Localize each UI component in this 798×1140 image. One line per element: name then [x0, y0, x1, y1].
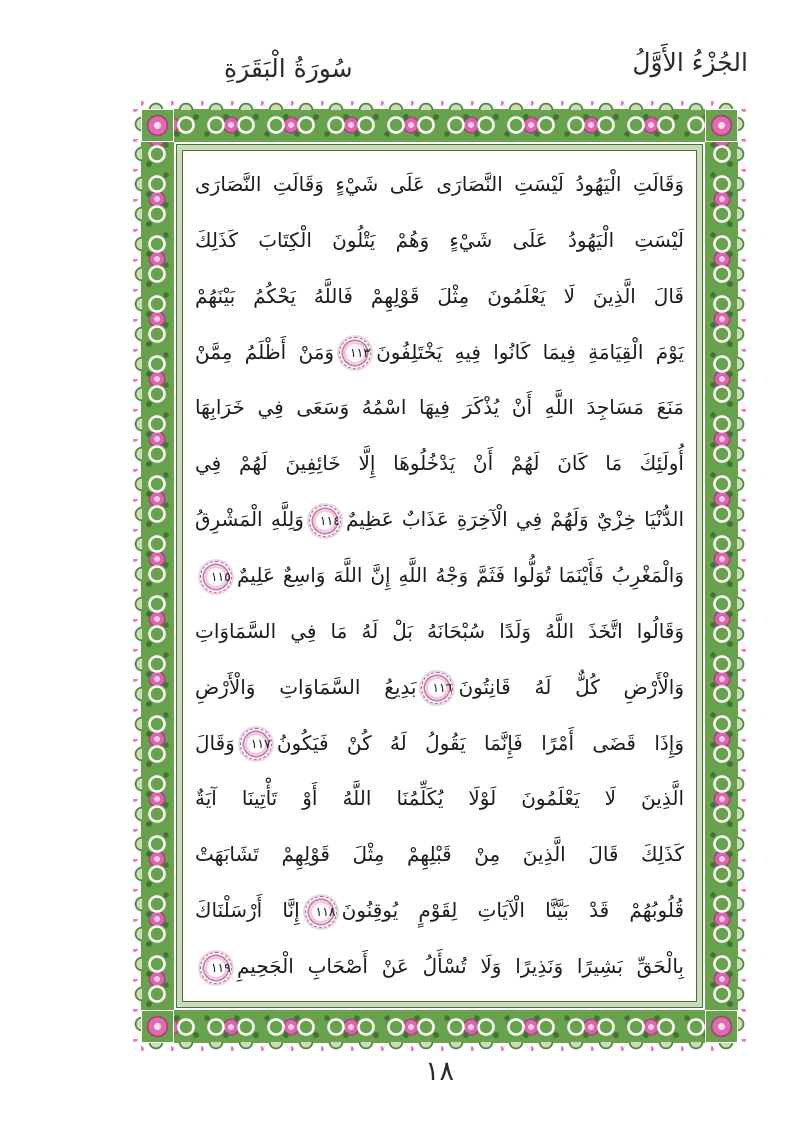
ayah-text: وَالْمَغْرِبُ فَأَيْنَمَا تُوَلُّوا فَثَمَّ وَجْهُ اللَّهِ إِنَّ اللَّهَ وَاسِعٌ عَلِيمٌ	[237, 563, 684, 588]
quran-text-block	[195, 157, 684, 995]
ayah-text: قُلُوبُهُمْ قَدْ بَيَّنَّا الْآيَاتِ لِقَوْمٍ يُوقِنُونَ	[341, 898, 685, 923]
ayah-text: أُولَئِكَ مَا كَانَ لَهُمْ أَنْ يَدْخُلُوهَا إِلَّا خَائِفِينَ لَهُمْ فِي	[195, 451, 684, 476]
ayah-end-marker: ١١٧	[240, 728, 272, 760]
quran-line-10	[195, 660, 684, 716]
ayah-text: الَّذِينَ لَا يَعْلَمُونَ لَوْلَا يُكَلِّمُنَا اللَّهُ أَوْ تَأْتِينَا آيَةٌ	[195, 786, 684, 811]
ayah-text: وَإِذَا قَضَى أَمْرًا فَإِنَّمَا يَقُولُ لَهُ كُنْ فَيَكُونُ	[276, 730, 684, 755]
ayah-end-marker: ١١٥	[200, 561, 232, 593]
ayah-text: وَمَنْ أَظْلَمُ مِمَّنْ	[195, 339, 335, 364]
ayah-end-marker: ١١٣	[339, 337, 371, 369]
quran-line-5	[195, 380, 684, 436]
ayah-text: مَنَعَ مَسَاجِدَ اللَّهِ أَنْ يُذْكَرَ فِيهَا اسْمُهُ وَسَعَى فِي خَرَابِهَا	[195, 395, 684, 420]
quran-line-4	[195, 325, 684, 381]
ayah-text: بِالْحَقِّ بَشِيرًا وَنَذِيرًا وَلَا تُسْأَلُ عَنْ أَصْحَابِ الْجَحِيمِ	[237, 954, 684, 979]
ayah-text: وَقَالَتِ الْيَهُودُ لَيْسَتِ النَّصَارَى عَلَى شَيْءٍ وَقَالَتِ النَّصَارَى	[195, 172, 684, 196]
decorative-border	[141, 109, 738, 1043]
quran-line-6	[195, 436, 684, 492]
ayah-text: كَذَلِكَ قَالَ الَّذِينَ مِنْ قَبْلِهِمْ مِثْلَ قَوْلِهِمْ تَشَابَهَتْ	[195, 842, 684, 867]
surah-title: سُورَةُ الْبَقَرَةِ	[224, 54, 353, 83]
text-surface	[182, 150, 697, 1002]
border-left-band	[141, 109, 174, 1043]
ayah-end-marker: ١١٨	[305, 896, 337, 928]
corner-flower-icon	[705, 1010, 738, 1043]
quran-line-11	[195, 716, 684, 772]
border-right-band	[705, 109, 738, 1043]
ayah-text: وَقَالَ	[195, 730, 235, 755]
ayah-text: وَالْأَرْضِ كُلٌّ لَهُ قَانِتُونَ	[458, 674, 684, 699]
ayah-end-marker: ١١٦	[421, 672, 453, 704]
quran-line-3	[195, 269, 684, 325]
inner-sage-frame	[176, 144, 703, 1008]
ayah-text: بَدِيعُ السَّمَاوَاتِ وَالْأَرْضِ	[195, 674, 417, 699]
corner-flower-icon	[141, 1010, 174, 1043]
ayah-text: وَقَالُوا اتَّخَذَ اللَّهُ وَلَدًا سُبْحَانَهُ بَلْ لَهُ مَا فِي السَّمَاوَاتِ	[195, 618, 684, 643]
quran-line-7	[195, 492, 684, 548]
quran-line-12	[195, 771, 684, 827]
quran-line-15	[195, 939, 684, 995]
inner-white-mat	[174, 142, 705, 1010]
quran-line-9	[195, 604, 684, 660]
ayah-text: وَلِلَّهِ الْمَشْرِقُ	[195, 507, 304, 532]
corner-flower-icon	[705, 109, 738, 142]
quran-line-1	[195, 157, 684, 213]
corner-flower-icon	[141, 109, 174, 142]
quran-line-8	[195, 548, 684, 604]
juz-title: الجُزْءُ الأَوَّلُ	[632, 48, 748, 77]
ayah-text: قَالَ الَّذِينَ لَا يَعْلَمُونَ مِثْلَ قَوْلِهِمْ فَاللَّهُ يَحْكُمُ بَيْنَهُمْ	[195, 283, 684, 308]
quran-line-2	[195, 213, 684, 269]
ayah-text: لَيْسَتِ الْيَهُودُ عَلَى شَيْءٍ وَهُمْ يَتْلُونَ الْكِتَابَ كَذَلِكَ	[195, 227, 684, 252]
border-top-band	[141, 109, 738, 142]
page-number: ١٨	[424, 1056, 454, 1087]
quran-line-14	[195, 883, 684, 939]
border-bottom-band	[141, 1010, 738, 1043]
ayah-text: إِنَّا أَرْسَلْنَاكَ	[195, 898, 300, 923]
ayah-end-marker: ١١٤	[309, 505, 341, 537]
ayah-text: الدُّنْيَا خِزْيٌ وَلَهُمْ فِي الْآخِرَةِ عَذَابٌ عَظِيمٌ	[345, 507, 685, 532]
ayah-end-marker: ١١٩	[200, 952, 232, 984]
ayah-text: يَوْمَ الْقِيَامَةِ فِيمَا كَانُوا فِيهِ يَخْتَلِفُونَ	[376, 339, 685, 364]
quran-line-13	[195, 827, 684, 883]
